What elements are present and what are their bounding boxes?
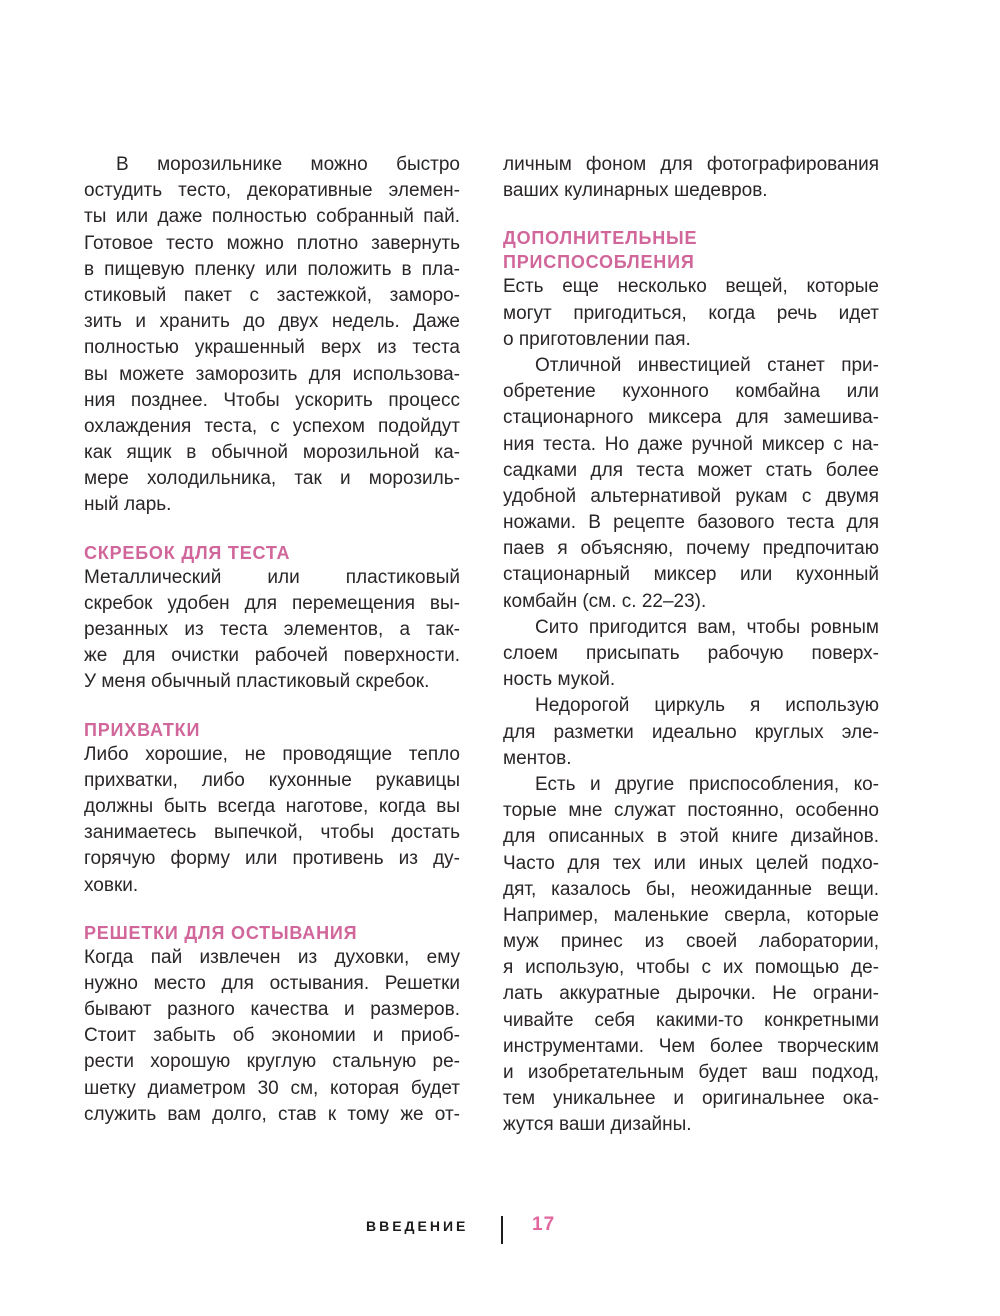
text-line: ваших кулинарных шедевров. <box>503 180 768 202</box>
section-cooling-racks <box>84 921 460 1128</box>
text-line: Есть еще несколько вещей, которые <box>503 276 879 298</box>
text-line: У меня обычный пластиковый скребок. <box>84 671 430 693</box>
text-line: Часто для тех или иных целей подхо- <box>503 852 879 874</box>
text-line: и изобретательным будет ваш подход, <box>503 1062 879 1083</box>
text-line: ность мукой. <box>503 669 616 691</box>
text-line: горячую форму или противень из ду- <box>84 848 460 870</box>
section-heading: РЕШЕТКИ ДЛЯ ОСТЫВАНИЯ <box>84 922 358 943</box>
text-line: Либо хорошие, не проводящие тепло <box>84 743 460 765</box>
text-line: резанных из теста элементов, а так- <box>84 619 460 640</box>
text-line: паев я объясняю, почему предпочитаю <box>503 538 879 560</box>
text-line: могут пригодиться, когда речь идет <box>503 302 879 324</box>
text-line: я использую, чтобы с их помощью де- <box>503 957 879 979</box>
text-line: слоем присыпать рабочую поверх- <box>503 643 879 664</box>
paragraph <box>503 772 879 1139</box>
section-heading: СКРЕБОК ДЛЯ ТЕСТА <box>84 542 291 563</box>
text-line: в пищевую пленку или положить в пла- <box>84 258 460 280</box>
page-number: 17 <box>532 1214 556 1235</box>
text-line: как ящик в обычной морозильной ка- <box>84 442 460 464</box>
text-line: ножами. В рецепте базового теста для <box>503 512 879 534</box>
section-heading: ДОПОЛНИТЕЛЬНЫЕ <box>503 228 698 249</box>
text-line: личным фоном для фотографирования <box>503 154 879 175</box>
text-line: Есть и другие приспособления, ко- <box>535 773 879 795</box>
text-line: В морозильнике можно быстро <box>116 154 460 175</box>
text-line: скребок удобен для перемещения вы- <box>84 592 460 614</box>
text-line: служить вам долго, став к тому же от- <box>84 1103 460 1125</box>
section-heading: ПРИСПОСОБЛЕНИЯ <box>503 252 695 273</box>
text-line: занимаетесь выпечкой, чтобы достать <box>84 822 460 844</box>
text-line: ния теста. Но даже ручной миксер с на- <box>503 433 879 455</box>
text-line: Когда пай извлечен из духовки, ему <box>84 946 460 968</box>
text-line: для разметки идеально круглых эле- <box>503 721 879 743</box>
text-line: бывают разного качества и размеров. <box>84 999 460 1021</box>
text-line: Готовое тесто можно плотно завернуть <box>84 232 460 254</box>
text-line: стационарного миксера для замешива- <box>503 407 879 429</box>
text-line: Металлический или пластиковый <box>84 566 460 588</box>
section-heading: ПРИХВАТКИ <box>84 719 201 740</box>
text-line: зить и хранить до двух недель. Даже <box>84 311 460 333</box>
text-line: ховки. <box>84 874 139 896</box>
text-line: мере холодильника, так и морозиль- <box>84 468 460 490</box>
text-line: о приготовлении пая. <box>503 328 691 350</box>
text-line: чивайте себя какими-то конкретными <box>503 1009 879 1031</box>
text-line: шетку диаметром 30 см, которая будет <box>84 1077 460 1099</box>
text-line: прихватки, либо кухонные рукавицы <box>84 769 460 791</box>
text-line: стационарный миксер или кухонный <box>503 564 879 586</box>
section-additional-tools <box>503 226 879 1138</box>
spacer <box>503 204 879 226</box>
text-line: ный ларь. <box>84 494 172 516</box>
text-line: Сито пригодится вам, чтобы ровным <box>535 616 879 638</box>
paragraph <box>503 693 879 772</box>
text-line: полностью украшенный верх из теста <box>84 337 460 359</box>
text-line: Стоит забыть об экономии и приоб- <box>84 1025 460 1047</box>
text-line: остудить тесто, декоративные элемен- <box>84 180 460 202</box>
left-column <box>84 152 460 1128</box>
text-line: стиковый пакет с застежкой, заморо- <box>84 284 460 306</box>
text-line: Недорогой циркуль я использую <box>535 695 879 717</box>
text-line: удобной альтернативой рукам с двумя <box>503 485 879 507</box>
text-line: же для очистки рабочей поверхности. <box>84 645 460 667</box>
text-line: инструментами. Чем более творческим <box>503 1035 879 1057</box>
text-line: Например, маленькие сверла, которые <box>503 904 879 926</box>
text-line: ния позднее. Чтобы ускорить процесс <box>84 389 460 411</box>
continuation-paragraph <box>503 152 879 204</box>
text-line: жутся ваши дизайны. <box>503 1114 692 1136</box>
text-line: тем уникальнее и оригинальнее ока- <box>503 1088 879 1110</box>
text-line: вы можете заморозить для использова- <box>84 363 460 385</box>
text-line: нужно место для остывания. Решетки <box>84 972 460 994</box>
text-line: рести хорошую круглую стальную ре- <box>84 1051 460 1073</box>
text-line: торые мне служат постоянно, особенно <box>503 800 879 822</box>
text-line: обретение кухонного комбайна или <box>503 381 879 403</box>
text-line: должны быть всегда наготове, когда вы <box>84 795 460 817</box>
right-column <box>503 152 879 1139</box>
text-line: муж принес из своей лаборатории, <box>503 931 879 953</box>
text-line: садками для теста может стать более <box>503 459 879 481</box>
spacer <box>84 696 460 718</box>
text-line: для описанных в этой книге дизайнов. <box>503 826 879 848</box>
paragraph <box>503 353 879 615</box>
running-section-title: ВВЕДЕНИЕ <box>366 1218 469 1234</box>
section-oven-mitts <box>84 718 460 899</box>
footer-divider <box>501 1216 503 1244</box>
paragraph <box>503 615 879 694</box>
text-line: охлаждения теста, с успехом подойдут <box>84 415 460 437</box>
spacer <box>84 519 460 541</box>
text-line: лать аккуратные дырочки. Не ограни- <box>503 983 879 1005</box>
intro-paragraph <box>84 152 460 519</box>
page-footer <box>0 1216 1000 1246</box>
text-line: ментов. <box>503 747 572 769</box>
paragraph <box>503 274 879 353</box>
section-dough-scraper <box>84 541 460 696</box>
text-line: Отличной инвестицией станет при- <box>535 354 879 376</box>
spacer <box>84 899 460 921</box>
text-line: ты или даже полностью собранный пай. <box>84 206 460 228</box>
text-line: дят, казалось бы, неожиданные вещи. <box>503 878 879 900</box>
text-line: комбайн (см. с. 22–23). <box>503 590 707 612</box>
